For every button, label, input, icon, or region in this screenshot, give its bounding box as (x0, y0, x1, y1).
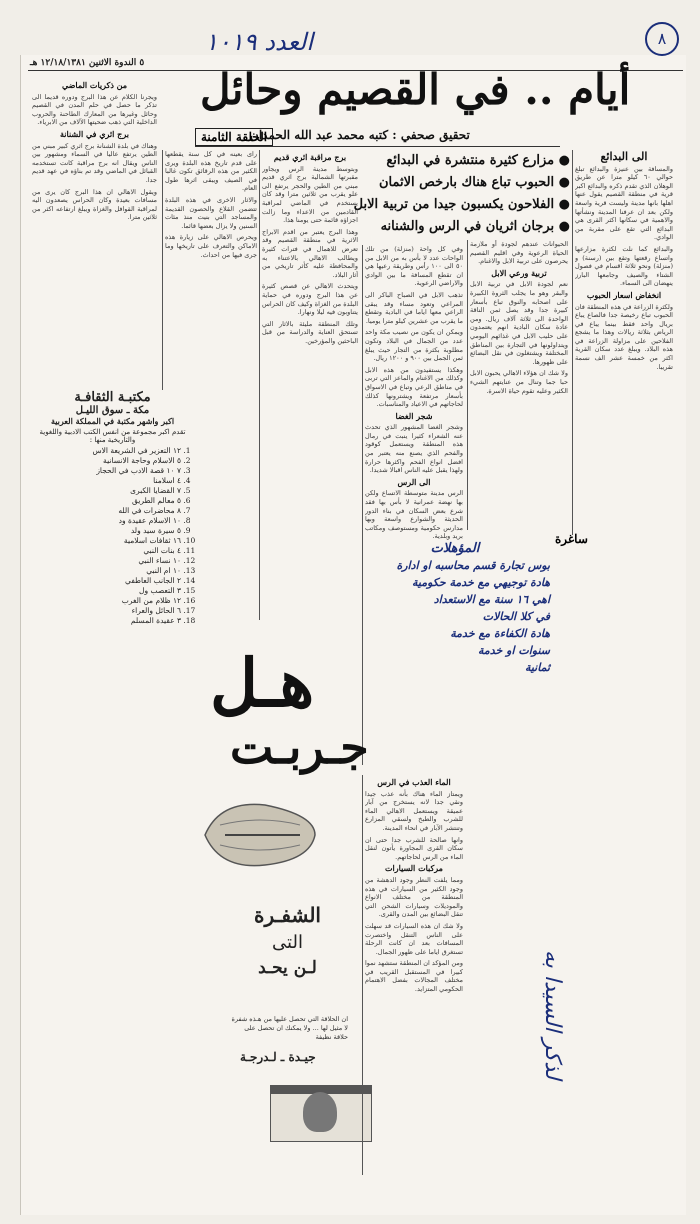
book-list-item: 8. ١٠ الاسلام عقيدة ود (30, 516, 181, 526)
bullet-3: ● الفلاحون يكسبون جيدا من تربية الابل (353, 197, 570, 212)
column-ras-tower: برج مراقبة اثري قديم وبتوسط مدينة الرس ويجاور مقبرتها الشمالية برج اثري قديم مبني من الطين والحجر يرتفع الى علو يقرب من ثلاثين مترا وقد كان يستخدم في الماضي لمراقبة القادمين من الاعداء وما زالت اجزاؤه قائمة حتى يومنا هذا. وهذا البرج يعتبر من اقدم الابراج الاثرية في منطقة القصيم وقد تعرض للاهمال في فترات كثيرة ويطالب الاهالي بالاعتناء به والمحافظة عليه كأثر تاريخي من آثار البلاد. ويتحدث الاهالي عن قصص كثيرة عن هذا البرج ودوره في حماية البلدة من الغزاة وكيف كان الحراس يتناوبون فيه ليلا ونهارا. وتلك المنطقة مليئة بالاثار التي تستحق العناية والدراسة من قبل الباحثين والمؤرخين. (262, 152, 358, 345)
section-heading-rass: الى الرس (397, 476, 431, 487)
book-list-item: 7. ٨ محاضرات في الله (30, 506, 181, 516)
column-divider (162, 150, 163, 390)
book-list-item: 10. ١٦ ثقافات اسلامية (30, 536, 181, 546)
book-list-item: 17. ٦ الحائل والعراء (30, 606, 181, 616)
column-divider (362, 245, 363, 765)
article-part: الحلقة الثامنة (195, 128, 273, 146)
section-heading-shinana: برج اثري في الشنانة (60, 128, 129, 139)
section-heading-camels: تربية ورعي الابل (491, 267, 547, 278)
section-heading-water: الماء العذب في الرس (377, 777, 451, 787)
column-lower-center: الماء العذب في الرس ويمتاز الماء هناك بأنه عذب جيدا ونقي جدا لانه يستخرج من آبار عميقة ويستعمل الاهالي الماء للشرب والطبخ ولسقي المزارع وتنتشر الآبار في انحاء المدينة. وانها صالحة للشرب جدا حتى ان سكان القرى المجاورة يأتون لنقل الماء من الرس لحاجاتهم. مركبات السيارات ومما يلفت النظر وجود الدهشة من وجود الكثير من السيارات في هذه المنطقة من مختلف الانواع والموديلات وسيارات الشحن التي تنقل البضائع بين المدن والقرى. ولا شك ان هذه السيارات قد سهلت على الناس التنقل واختصرت المسافات بعد ان كانت الرحلة تستغرق اياما على ظهور الجمال. ومن المؤكد ان المنطقة ستشهد نموا كبيرا في المستقبل القريب في مختلف المجالات بفضل الاهتمام الحكومي المتزايد. (365, 777, 463, 994)
advert-small-text: ان الحلاقة التي تحصل عليها من هـذه شفرة لا مثيل لها ... ولا يمكنك ان تحصل على حلاقة نظيفة (231, 1015, 348, 1041)
column-divider (259, 150, 260, 620)
column-divider (572, 150, 573, 535)
qual-3: اهي ١٦ سنة مع الاستعداد (433, 593, 550, 606)
advert-body (225, 900, 350, 980)
column-divider (467, 240, 468, 530)
bookshop-title: مكتبـة الثقافـة (74, 390, 151, 405)
book-list-item: 16. ١٢ ظلام من الغرب (30, 596, 181, 606)
section-heading-ras-tower: برج مراقبة اثري قديم (273, 152, 347, 162)
book-list-item: 3. ٧ ١٠ قصة الادب في الحجاز (30, 466, 181, 476)
section-heading-cars: مركبات السيارات (385, 863, 443, 874)
qual-1: بوس تجارة قسم محاسبه او ادارة (396, 559, 550, 572)
column-camels: الحيوانات عندهم لجودة أو ملازمة الحياة الرعوية وفي اقليم القصيم يحرصون على تربية الابل والاغنام. تربية ورعي الابل نعم لجودة الابل في تربية الابل والبقر وهو ما يجلب الثروة الكبيرة على اصحابه والنوق تباع بأسعار كبيرة جدا وقد يصل ثمن الناقة الواحدة الى ثلاثة آلاف ريال. ومن عادة سكان البادية انهم يعتمدون على حليب الابل في غذائهم اليومي ويتداولونها في التجارة بين المناطق المختلفة ويشتغلون في نقل البضائع على ظهورها. ولا شك ان هؤلاء الاهالي يحبون الابل حبا جما وتنال من عنايتهم الشيء الكثير وعليه تقوم حياة الاسرة. (470, 240, 568, 395)
advert-headline-1: هـل (210, 644, 315, 722)
article-title: أيام .. في القصيم وحائل (200, 65, 631, 114)
classified-heading: ساغرة (555, 532, 588, 546)
column-badaee: الى البدائع والمسافة بين عنيزة والبدائع تبلغ حوالي ٦٠ كيلو مترا عن طريق الوهلان الذي تقدم ذكره والبدائع اكبر قرية في منطقة القصيم يقول عنها اهلها بانها مدينة وليست قرية واسعة ولكن بعد ان عرفنا المدينة ونشأتها والاهمية في سكانها اكثر القرى هي البدائع التي تقع على مقربة من الوادي. والبدائع كما نلت لكثرة مزارعها واتساع رقعتها وتقع بين (رسنة) و (منزلة) ونحو ثلاثة اقسام في فصول الشتاء والصيف وجامعها البارز ينهضان الى السماء. انخفاض اسعار الحبوب ولكثرة الزراعة في هذه المنطقة فان الحبوب تباع رخيصة جدا فالصاع يباع بريال واحد فقط بينما يباع في الرياض بثلاثة ريالات وهذا ما يشجع الفلاحين على مزاولة الزراعة في هذه البلاد. ويبلغ عدد سكان القرية اكثر من خمسة عشر الف نسمة تقريبا. (575, 150, 673, 371)
book-list-item: 13. ١٠ ام النبي (30, 566, 181, 576)
bookshop-intro: تقدم اكبر مجموعة من انفس الكتب الادبية واللغوية والتاريخية منها : (39, 428, 186, 444)
dateline: ٥ الندوة الاثنين ١٢/١٨/١٣٨١ هـ (30, 58, 145, 68)
advert-bottom-text: جيـدة ـ لـدرجـة (240, 1050, 316, 1064)
column-divider (362, 775, 363, 1175)
qual-5: هادة الكفاءة مع خدمة (450, 627, 550, 640)
bullet-4: ● برجان اثريان في الرس والشنانه (380, 219, 570, 234)
book-list-item: 12. ١٠ نساء النبي (30, 556, 181, 566)
book-list-item: 15. ٣ التعصب ول (30, 586, 181, 596)
section-heading-ghada: شجر الغضا (395, 410, 433, 421)
advert-line-2: التى (272, 932, 303, 953)
bookshop-location: مكة ـ سوق الليـل (75, 405, 150, 416)
classified-qualifications (360, 540, 550, 676)
column-shinana: راى بعينه في كل سنة يقطعها على قدم تاريخ هذه البلدة ويرى الكثير من هذه الرقائق تكون غالبا في الصيف ويبقى اثرها طول العام. والاثار الاخرى في هذه البلدة تتضمن القلاع والحصون القديمة والمساجد التي بنيت منذ مئات السنين ولا يزال بعضها قائما. ويحرص الاهالي على زيارة هذه الاماكن والتعرف على تاريخها وما جرى فيها من احداث. (165, 150, 257, 259)
blade-package-image (270, 1085, 372, 1142)
bullet-1: ● مزارع كثيرة منتشرة في البدائع (386, 153, 570, 168)
issue-number-handwritten: العدد ١٠١٩ (205, 28, 314, 56)
handwritten-side-note: لذكر السيدا به (540, 950, 565, 1080)
qualifications-title: المؤهلات (430, 541, 480, 556)
book-list-item: 9. ٥ سيرة سيد ولد (30, 526, 181, 536)
section-heading: الى البدائع (600, 150, 648, 163)
advert-line-3: لـن يحـد (258, 958, 317, 978)
book-list-item: 4. ٤ اسلامنا (30, 476, 181, 486)
bullet-2: ● الحبوب تباع هناك بارخص الاثمان (378, 175, 570, 190)
book-list-item: 2. ٥ الاسلام وحاجة الانسانية (30, 456, 181, 466)
advert-headline-2: جـربـت (230, 720, 369, 774)
qual-4: في كلا الحالات (482, 610, 550, 623)
book-list (30, 446, 195, 626)
column-center: وفي كل واحة (منزلة) من تلك الواحات عدد لا بأس به من الابل من ٥٠ الى ١٠٠ رأس وطريقة رعيها هي ان تقطع المسافة ما بين الوادي والاراضي الرعوية. تذهب الابل في الصباح الباكر الى المراعي وتعود مساء وقد يبقى الراعي معها اياما في البادية وتقطع ما يقرب من عشرين كيلو مترا يوميا. ويمكن ان يكون من نصيب مكة واحد عدد من الجمال في البلاد وتكون مطلوبة بكثرة من التجار حيث يبلغ ثمن الجمل بين ٩٠٠ و ١٢٠٠ ريال. وهكذا يستفيدون من هذه الابل وكذلك من الاغنام والماعز التي تربى في مناطق الرعي وتباع في الاسواق بأسعار مرتفعة ويشترونها كذلك لحاجاتهم في الاعياد والمناسبات. شجر الغضا وشجر الغضا المشهور الذي تحدث عنه الشعراء كثيرا ينبت في رمال هذه المنطقة ويستعمل كوقود والفحم الذي يصنع منه يعتبر من افضل انواع الفحم واكثرها حرارة ولهذا يقبل عليه الناس اقبالا شديدا. الى الرس الرس مدينة متوسطة الاتساع ولكن بها نهضة عمرانية لا بأس بها فقد شرع بعض السكان في بناء الدور الحديثة والشوارع واسعة وبها مدارس حكومية ومستوصف ومكاتب بريد وبلدية. (365, 245, 463, 541)
advert-line-1: الشفـرة (254, 903, 321, 927)
book-list-item: 6. ٥ معالم الطريق (30, 496, 181, 506)
qual-7: ثمانية (524, 661, 550, 674)
book-list-item: 5. ٧ القضايا الكبرى (30, 486, 181, 496)
article-bullets (353, 150, 570, 238)
bookshop-advert (30, 390, 195, 626)
title-rule (195, 146, 560, 147)
article-byline: تحقيق صحفي : كتبه محمد عبد الله الحمدان (250, 128, 470, 142)
book-list-item: 1. ١٢ التعزير في الشريعة الاس (30, 446, 181, 456)
book-list-item: 18. ٣ عقيدة المسلم (30, 616, 181, 626)
book-list-item: 14. ٢ الجانب العاطفي (30, 576, 181, 586)
column-memories: من ذكريات الماضي ويجرنا الكلام عن هذا البرج ودوره قديما الى تذكر ما حصل في حلم المدن في القصيم وحائل وغيرها من المعارك الطاحنة والحروب الداخلية التي ذهب ضحيتها الآلاف من الابرياء. برج اثري في الشنانة وهناك في بلدة الشنانة برج اثري كبير مبني من الطين يرتفع عاليا في السماء ومشهور بين الناس ويقال انه برج مراقبة كانت تستخدمه القبائل في الماضي وقد تم بناؤه في عهد قديم جدا. ويقول الاهالي ان هذا البرج كان يرى من مسافات بعيدة وكان الحراس يصعدون اليه لمراقبة القوافل والغزاة ويبلغ ارتفاعه اكثر من ثلاثين مترا. (32, 80, 157, 222)
section-heading-memories: من ذكريات الماضي (61, 80, 128, 90)
qual-6: سنوات او خدمة (477, 644, 550, 657)
bookshop-tagline: اكبر واشهر مكتبة في المملكة العربية (50, 416, 175, 426)
razor-blade-image (190, 790, 330, 880)
page-number-circle: ٨ (645, 22, 679, 56)
section-heading-prices: انخفاض اسعار الحبوب (586, 289, 662, 300)
qual-2: هادة توجيهي مع خدمة حكومية (411, 576, 550, 589)
book-list-item: 11. ٤ بنات النبي (30, 546, 181, 556)
